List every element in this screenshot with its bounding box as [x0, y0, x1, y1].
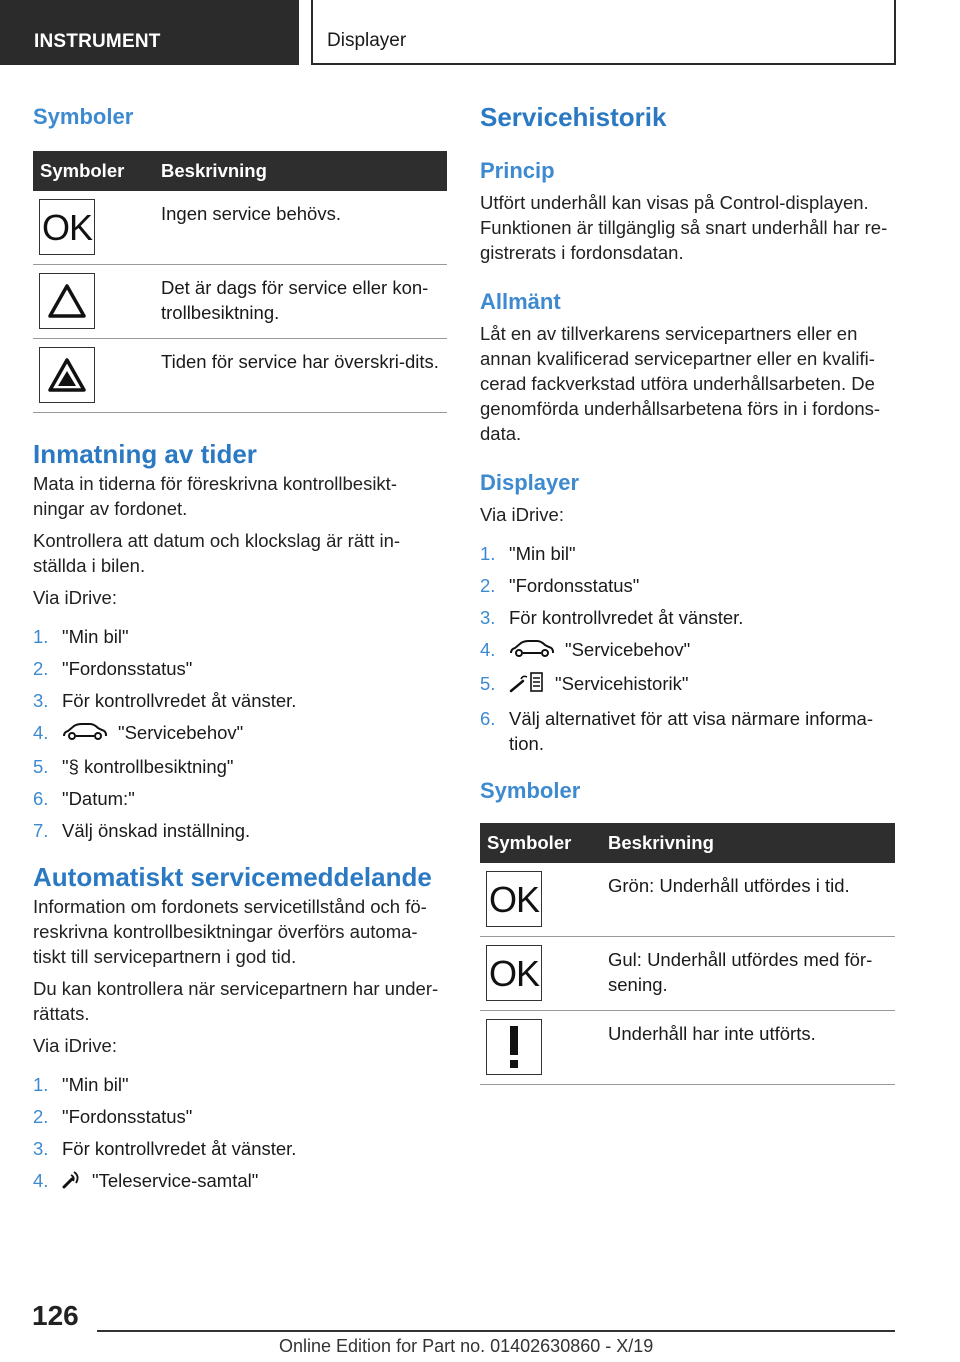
auto-steps: [33, 1072, 447, 1195]
servicehistorik-heading: Servicehistorik: [480, 102, 667, 132]
list-item: [33, 1104, 447, 1129]
car-icon: [62, 721, 108, 747]
step-text: "Fordonsstatus": [62, 658, 193, 679]
step-text: "Servicebehov": [565, 639, 691, 660]
ok-yellow-icon: [486, 945, 542, 1001]
inmatning-steps: [33, 624, 447, 843]
inmatning-paragraph-2: Kontrollera att datum och klockslag är rätt in-ställda i bilen.: [33, 530, 401, 576]
princip-heading: Princip: [480, 158, 555, 183]
step-number: 5.: [480, 673, 496, 695]
edition-note: Online Edition for Part no. 01402630860 - X/19: [279, 1336, 654, 1356]
table-row: [33, 339, 447, 413]
ok-icon: [39, 199, 95, 255]
step-number: 2.: [480, 575, 496, 596]
list-item: [480, 541, 895, 566]
step-number: 4.: [480, 639, 496, 660]
step-text: "Fordonsstatus": [509, 575, 640, 596]
step-number: 1.: [33, 1074, 49, 1096]
footer-divider: [97, 1330, 895, 1332]
list-item: [480, 637, 895, 664]
ok-icon-label: OK: [41, 206, 92, 248]
list-item: [33, 754, 447, 779]
step-number: 2.: [33, 1106, 49, 1128]
wrench-signal-icon: [62, 1169, 82, 1195]
step-number: 4.: [33, 1170, 49, 1192]
header-chapter-tab: [311, 0, 896, 65]
inmatning-paragraph-1: Mata in tiderna för föreskrivna kontrollbesikt-ningar av fordonet.: [33, 473, 397, 519]
step-text: "Min bil": [509, 543, 576, 564]
step-text: "Teleservice-samtal": [92, 1170, 259, 1192]
allmant-paragraph: Låt en av tillverkarens servicepartners eller en annan kvalificerad servicepartner eller en kvalifi-cerad fackverkstad utföra underhållsarbeten. De genomförda underhållsarbetena förs in i fordons-data.: [480, 323, 881, 444]
list-item: [33, 720, 447, 747]
row-description: Grön: Underhåll utfördes i tid.: [604, 863, 895, 937]
header-section-tab: [0, 0, 299, 65]
auto-paragraph-2: Du kan kontrollera när servicepartnern har under-rättats.: [33, 978, 439, 1025]
header-chapter-label: Displayer: [327, 30, 407, 51]
step-number: 5.: [33, 756, 49, 778]
step-number: 3.: [33, 1138, 49, 1160]
allmant-heading: Allmänt: [480, 289, 561, 314]
step-text: "Servicehistorik": [555, 673, 689, 695]
table-row: [480, 863, 895, 937]
ok-icon-label: OK: [488, 952, 539, 994]
list-item: [480, 706, 895, 756]
service-history-icon: [509, 671, 545, 699]
inmatning-paragraph-3: Via iDrive:: [33, 587, 117, 608]
row-description: Tiden för service har överskri-dits.: [157, 339, 447, 413]
list-item: [480, 605, 895, 630]
exclamation-icon: [486, 1019, 542, 1075]
car-icon: [509, 638, 555, 664]
step-text: "Min bil": [62, 626, 129, 647]
table-header-description: Beskrivning: [604, 823, 895, 863]
table-header-symbol: Symboler: [33, 151, 157, 191]
warning-triangle-outline-icon: [39, 273, 95, 329]
step-text: För kontrollvredet åt vänster.: [62, 1138, 297, 1160]
table-row: [480, 1011, 895, 1085]
warning-triangle-filled-icon: [39, 347, 95, 403]
symbol-table-service: [33, 151, 447, 413]
displayer-steps: [480, 541, 895, 756]
table-row: [33, 191, 447, 265]
step-text: För kontrollvredet åt vänster.: [62, 690, 297, 711]
step-text: "§ kontrollbesiktning": [62, 756, 234, 778]
list-item: [480, 671, 895, 699]
step-text: "Fordonsstatus": [62, 1106, 193, 1128]
table-row: [480, 937, 895, 1011]
list-item: [33, 656, 447, 681]
step-text: Välj alternativet för att visa närmare informa-tion.: [509, 708, 873, 755]
list-item: [33, 1168, 447, 1195]
step-number: 6.: [480, 708, 496, 730]
step-text: "Servicebehov": [118, 722, 244, 743]
row-description: Underhåll har inte utförts.: [604, 1011, 895, 1085]
page-number: 126: [32, 1300, 79, 1331]
step-number: 6.: [33, 788, 49, 810]
inmatning-heading: Inmatning av tider: [33, 439, 257, 469]
table-row: [33, 265, 447, 339]
symbol-table-history: [480, 823, 895, 1085]
step-text: "Datum:": [62, 788, 135, 810]
list-item: [33, 1072, 447, 1097]
row-description: Det är dags för service eller kon-trollbesiktning.: [157, 265, 447, 339]
auto-service-heading: Automatiskt servicemeddelande: [33, 862, 432, 893]
symboler-heading-2: Symboler: [480, 778, 581, 804]
list-item: [480, 573, 895, 598]
right-column: [480, 100, 895, 1085]
step-text: "Min bil": [62, 1074, 129, 1096]
list-item: [33, 818, 447, 843]
displayer-paragraph: Via iDrive:: [480, 504, 564, 525]
row-description: Ingen service behövs.: [157, 191, 447, 265]
step-number: 7.: [33, 820, 49, 842]
list-item: [33, 688, 447, 713]
list-item: [33, 624, 447, 649]
header-section-label: INSTRUMENT: [34, 31, 161, 52]
row-description: Gul: Underhåll utfördes med för-sening.: [604, 937, 895, 1011]
step-number: 3.: [33, 690, 49, 711]
auto-paragraph-3: Via iDrive:: [33, 1035, 117, 1057]
step-number: 1.: [480, 543, 496, 564]
displayer-heading: Displayer: [480, 470, 580, 495]
step-text: För kontrollvredet åt vänster.: [509, 607, 744, 628]
left-column: [33, 100, 447, 1202]
step-number: 2.: [33, 658, 49, 679]
table-header-symbol: Symboler: [480, 823, 604, 863]
step-number: 4.: [33, 722, 49, 743]
step-number: 1.: [33, 626, 49, 647]
auto-paragraph-1: Information om fordonets servicetillstånd och fö-reskrivna kontrollbesiktningar överförs automa-tiskt till servicepartnern i god tid.: [33, 896, 427, 968]
table-header-description: Beskrivning: [157, 151, 447, 191]
step-number: 3.: [480, 607, 496, 628]
step-text: Välj önskad inställning.: [62, 820, 251, 842]
ok-icon-label: OK: [488, 878, 539, 920]
symboler-heading: Symboler: [33, 104, 134, 129]
list-item: [33, 1136, 447, 1161]
ok-green-icon: [486, 871, 542, 927]
list-item: [33, 786, 447, 811]
princip-paragraph: Utfört underhåll kan visas på Control-displayen. Funktionen är tillgänglig så snart underhåll har re-gistrerats i fordonsdatan.: [480, 192, 888, 263]
